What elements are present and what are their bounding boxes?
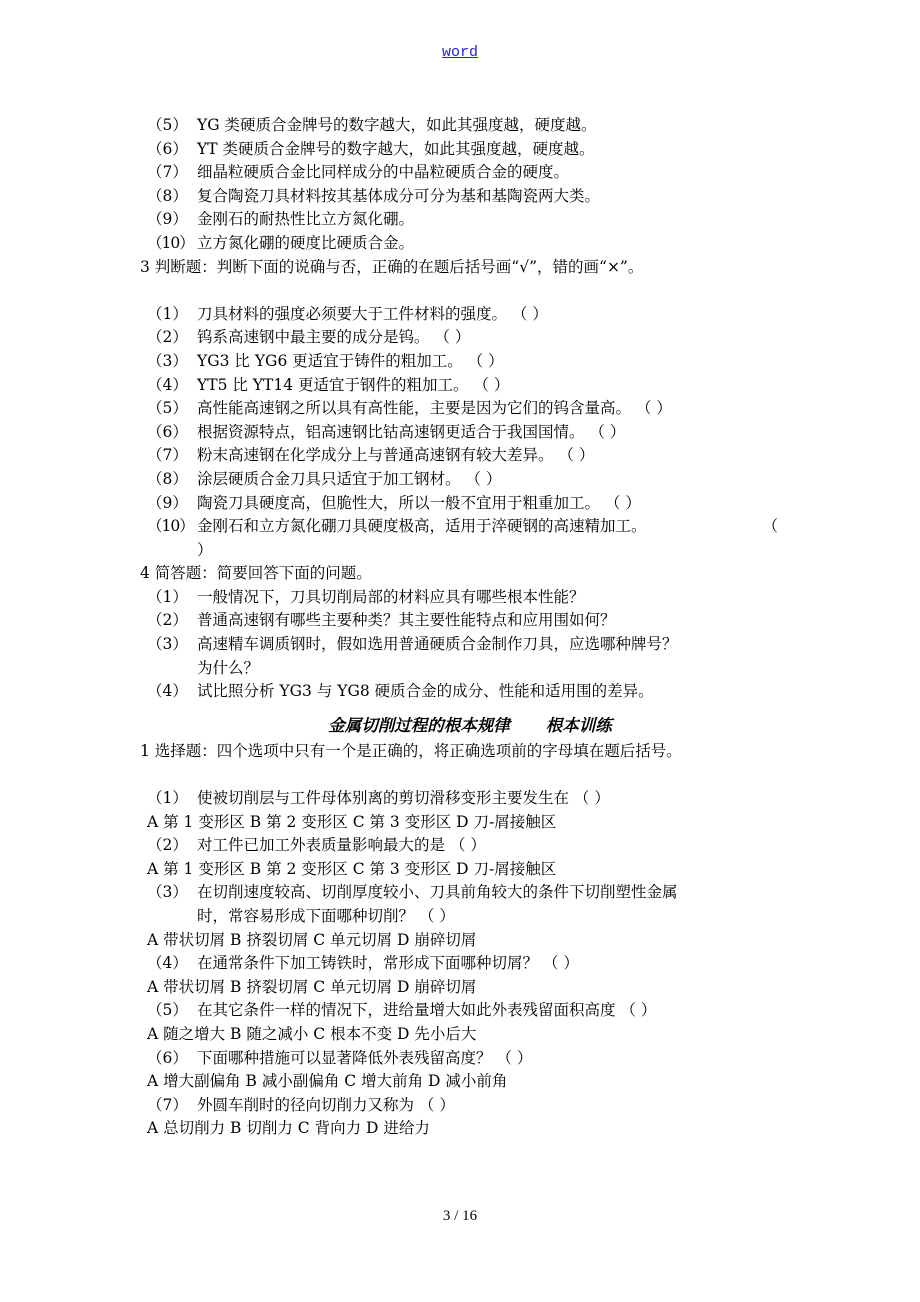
item-number: （3）: [147, 635, 188, 654]
question-options: A 随之增大 B 随之减小 C 根本不变 D 先小后大: [147, 1024, 477, 1043]
section-heading: 4 简答题：简要回答下面的问题。: [140, 564, 372, 583]
list-item: [140, 208, 800, 232]
item-number: （5）: [147, 399, 188, 418]
item-text: 金刚石的耐热性比立方氮化硼。: [197, 210, 415, 229]
item-text: 试比照分析 YG3 与 YG8 硬质合金的成分、性能和适用围的差异。: [197, 682, 654, 701]
item-continuation: ）: [197, 540, 213, 559]
item-text: 一般情况下，刀具切削局部的材料应具有哪些根本性能？: [197, 587, 585, 606]
item-text: 粉末高速钢在化学成分上与普通高速钢有较大差异。 （ ）: [197, 446, 595, 465]
cutting-process-section: [140, 704, 800, 1141]
item-text: 高性能高速钢之所以具有高性能，主要是因为它们的钨含量高。 （ ）: [197, 399, 672, 418]
item-number: （10）: [147, 233, 194, 252]
item-number: （1）: [147, 304, 188, 323]
item-text: 复合陶瓷刀具材料按其基体成分可分为基和基陶瓷两大类。: [197, 186, 601, 205]
item-text: 涂层硬质合金刀具只适宜于加工钢材。 （ ）: [197, 469, 502, 488]
question-options: A 总切削力 B 切削力 C 背向力 D 进给力: [147, 1119, 430, 1138]
item-number: （6）: [147, 1048, 188, 1067]
question-options: A 增大副偏角 B 减小副偏角 C 增大前角 D 减小前角: [147, 1072, 508, 1091]
list-item: [140, 444, 800, 468]
item-number: （4）: [147, 682, 188, 701]
item-text: 根据资源特点，铝高速钢比钴高速钢更适合于我国国情。 （ ）: [197, 422, 626, 441]
item-number: （10）: [147, 517, 194, 536]
item-number: （9）: [147, 210, 188, 229]
item-text: 钨系高速钢中最主要的成分是钨。 （ ）: [197, 328, 471, 347]
question-item: [140, 1047, 800, 1071]
item-number: （6）: [147, 422, 188, 441]
item-text: 外圆车削时的径向切削力又称为 （ ）: [197, 1095, 455, 1114]
list-item: [140, 185, 800, 209]
item-text: 在其它条件一样的情况下，进给量增大如此外表残留面积高度 （ ）: [197, 1001, 657, 1020]
item-number: （8）: [147, 186, 188, 205]
item-text: YT5 比 YT14 更适宜于钢件的粗加工。 （ ）: [197, 375, 510, 394]
section-heading: 1 选择题：四个选项中只有一个是正确的，将正确选项前的字母填在题后括号。: [140, 741, 682, 760]
item-number: （7）: [147, 446, 188, 465]
question-item: [140, 834, 800, 858]
item-number: （2）: [147, 611, 188, 630]
item-number: （8）: [147, 469, 188, 488]
list-item: [140, 633, 800, 657]
list-item: [140, 515, 800, 539]
answer-bracket-open: （: [762, 517, 778, 536]
short-answer-section: [140, 562, 800, 704]
item-text: 陶瓷刀具硬度高，但脆性大，所以一般不宜用于粗重加工。 （ ）: [197, 493, 641, 512]
item-text: YG3 比 YG6 更适宜于铸件的粗加工。 （ ）: [197, 351, 504, 370]
section-title: [140, 704, 800, 740]
item-text: 在通常条件下加工铸铁时，常形成下面哪种切屑？ （ ）: [197, 954, 579, 973]
question-options: A 第 1 变形区 B 第 2 变形区 C 第 3 变形区 D 刀-屑接触区: [147, 812, 557, 831]
list-item: [140, 232, 800, 256]
item-number: （6）: [147, 139, 188, 158]
question-item: [140, 1094, 800, 1118]
item-text: 对工件已加工外表质量影响最大的是 （ ）: [197, 836, 486, 855]
list-item: [140, 680, 800, 704]
document-body: [140, 114, 800, 1141]
item-number: （4）: [147, 954, 188, 973]
item-text: YT 类硬质合金牌号的数字越大，如此其强度越，硬度越。: [197, 139, 595, 158]
list-item: [140, 586, 800, 610]
judgment-section: [140, 256, 800, 563]
question-options: A 带状切屑 B 挤裂切屑 C 单元切屑 D 崩碎切屑: [147, 930, 477, 949]
item-text: 高速精车调质钢时，假如选用普通硬质合金制作刀具，应选哪种牌号？: [197, 635, 678, 654]
list-item: [140, 374, 800, 398]
list-item: [140, 161, 800, 185]
list-item: [140, 397, 800, 421]
item-number: （2）: [147, 328, 188, 347]
item-text: 细晶粒硬质合金比同样成分的中晶粒硬质合金的硬度。: [197, 163, 570, 182]
list-item: [140, 468, 800, 492]
item-text: 普通高速钢有哪些主要种类？其主要性能特点和应用围如何？: [197, 611, 616, 630]
item-number: （3）: [147, 351, 188, 370]
list-item: [140, 609, 800, 633]
item-number: （7）: [147, 1095, 188, 1114]
section-title-main: 金属切削过程的根本规律: [328, 715, 510, 735]
list-item: [140, 350, 800, 374]
fill-in-section: [140, 114, 800, 256]
list-item: [140, 492, 800, 516]
list-item: [140, 114, 800, 138]
question-options: A 第 1 变形区 B 第 2 变形区 C 第 3 变形区 D 刀-屑接触区: [147, 859, 557, 878]
list-item: [140, 138, 800, 162]
list-item: [140, 326, 800, 350]
item-text: 刀具材料的强度必须要大于工件材料的强度。 （ ）: [197, 304, 548, 323]
item-number: （1）: [147, 587, 188, 606]
item-text: 立方氮化硼的硬度比硬质合金。: [197, 233, 415, 252]
item-number: （7）: [147, 163, 188, 182]
item-number: （1）: [147, 789, 188, 808]
question-item: [140, 787, 800, 811]
item-number: （5）: [147, 1001, 188, 1020]
item-number: （5）: [147, 116, 188, 134]
list-item: [140, 303, 800, 327]
item-continuation: 为什么？: [197, 658, 260, 677]
question-item: [140, 881, 800, 905]
item-number: （4）: [147, 375, 188, 394]
item-text: 在切削速度较高、切削厚度较小、刀具前角较大的条件下切削塑性金属: [197, 883, 678, 902]
header-word-link[interactable]: word: [441, 44, 478, 61]
item-text: 下面哪种措施可以显著降低外表残留高度？ （ ）: [197, 1048, 533, 1067]
section-heading: 3 判断题：判断下面的说确与否，正确的在题后括号画“√”，错的画“×”。: [140, 257, 644, 276]
question-item: [140, 952, 800, 976]
item-number: （9）: [147, 493, 188, 512]
list-item: [140, 421, 800, 445]
page-indicator: 3 / 16: [442, 1208, 478, 1224]
item-text: 使被切削层与工件母体别离的剪切滑移变形主要发生在 （ ）: [197, 789, 610, 808]
item-text: 金刚石和立方氮化硼刀具硬度极高，适用于淬硬钢的高速精加工。: [197, 517, 647, 536]
item-number: （2）: [147, 836, 188, 855]
question-item: [140, 999, 800, 1023]
item-number: （3）: [147, 883, 188, 902]
question-options: A 带状切屑 B 挤裂切屑 C 单元切屑 D 崩碎切屑: [147, 977, 477, 996]
item-text: YG 类硬质合金牌号的数字越大，如此其强度越，硬度越。: [197, 116, 597, 134]
section-title-sub: 根本训练: [545, 715, 612, 735]
item-continuation: 时，常容易形成下面哪种切削？ （ ）: [197, 907, 455, 925]
